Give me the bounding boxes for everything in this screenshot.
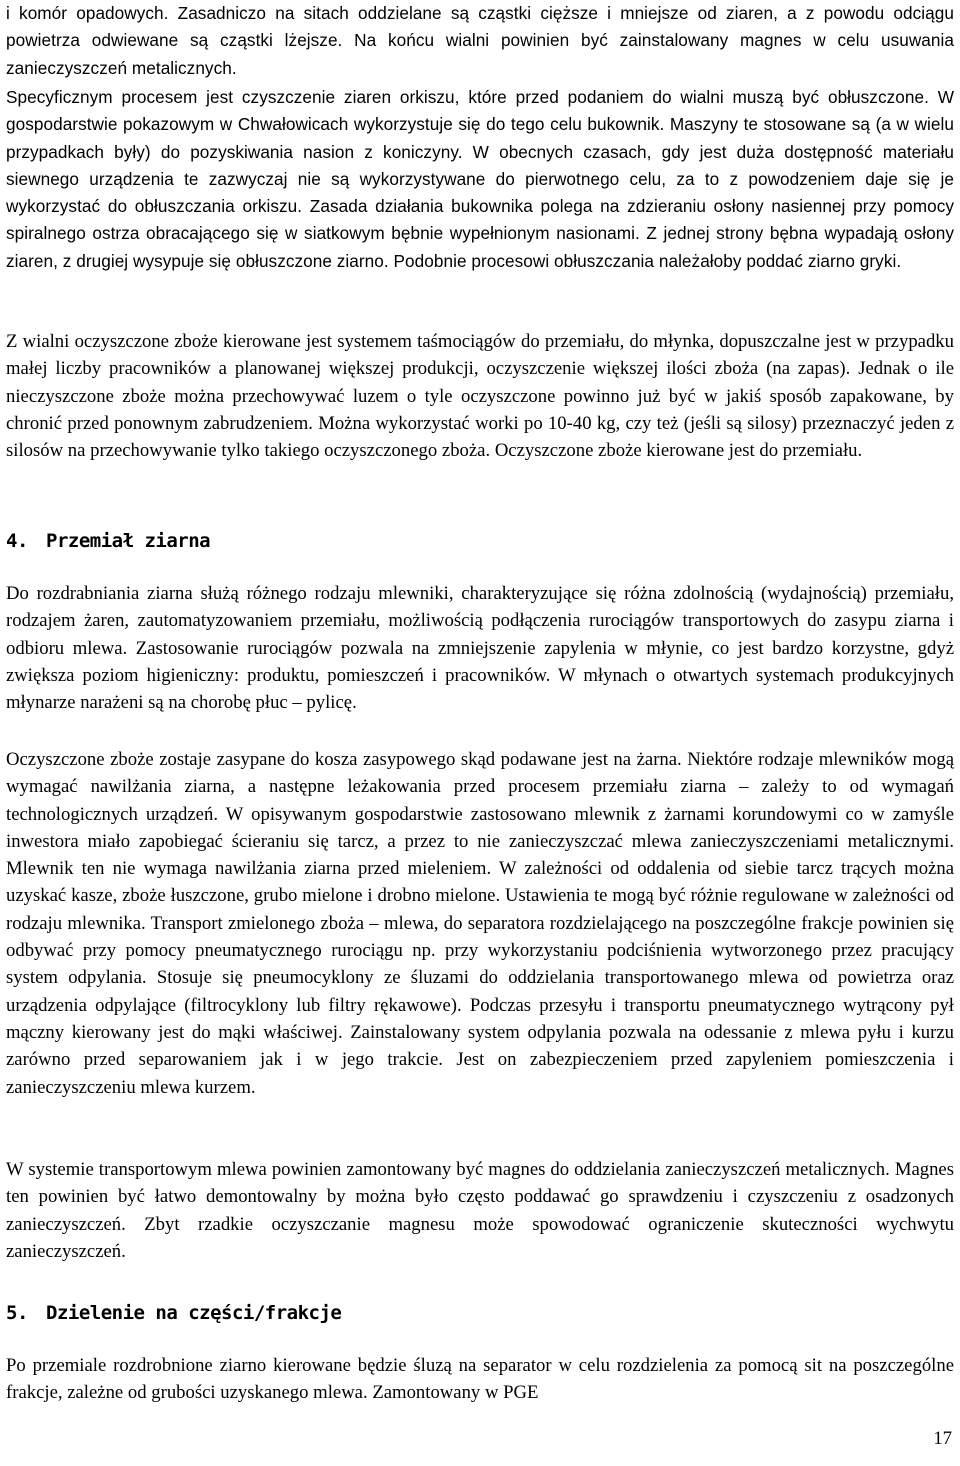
section-5-heading (6, 1300, 341, 1327)
section-4-title: Przemiał ziarna (46, 530, 211, 552)
paragraph-separator: Po przemiale rozdrobnione ziarno kierowane będzie śluzą na separator w celu rozdzielenia za pomocą sit na poszczególne frakcje, zależne od grubości uzyskanego mlewa. Zamontowany w PGE (6, 1355, 954, 1404)
paragraph-magnes: W systemie transportowym mlewa powinien zamontowany być magnes do oddzielania zanieczyszczeń metalicznych. Magnes ten powinien być łatwo demontowalny by można było często poddawać go sprawdzeniu i czyszczeniu z osadzonych zanieczyszczeń. Zbyt rzadkie oczyszczanie magnesu może spowodować ograniczenie skuteczności wychwytu zanieczyszczeń. (6, 1159, 954, 1262)
section-5-title: Dzielenie na części/frakcje (46, 1302, 342, 1324)
section-4-number: 4. (6, 530, 28, 552)
paragraph-wialnia-przemial: Z wialni oczyszczone zboże kierowane jest systemem taśmociągów do przemiału, do młynka, dopuszczalne jest w przypadku małej liczby pracowników a planowanej większej produkcji, oczyszczenie większej ilości zboża (na zapas). Jednak o ile nieczyszczone zboże można przechowywać luzem o tyle oczyszczone powinno już być w jakiś sposób zapakowane, by chronić przed ponownym zabrudzeniem. Można wykorzystać worki po 10-40 kg, czy też (jeśli są silosy) przeznaczyć jeden z silosów na przechowywanie tylko takiego oczyszczonego zboża. Oczyszczone zboże kierowane jest do przemiału. (6, 331, 954, 462)
page-number: 17 (933, 1428, 952, 1449)
section-4-heading (6, 528, 210, 555)
paragraph-comory-opadowe: i komór opadowych. Zasadniczo na sitach oddzielane są cząstki cięższe i mniejsze od ziaren, a z powodu odciągu powietrza odwiewane są cząstki lżejsze. Na końcu wialni powinien być zainstalowany magnes w celu usuwania zanieczyszczeń metalicznych. (6, 3, 954, 78)
paragraph-mlewnik: Oczyszczone zboże zostaje zasypane do kosza zasypowego skąd podawane jest na żarna. Niektóre rodzaje mlewników mogą wymagać nawilżania ziarna, a następne leżakowania przed procesem przemiału ziarna – zależy to od wymagań technologicznych urządzeń. W opisywanym gospodarstwie zastosowano mlewnik z żarnami korundowymi co w zamyśle inwestora miało zapobiegać ścieraniu się tarcz, a przez to nie zanieczyszczać mlewa zanieczyszczeniami metalicznymi. Mlewnik ten nie wymaga nawilżania ziarna przed mieleniem. W zależności od oddalenia od siebie tarcz trących można uzyskać kasze, zboże łuszczone, grubo mielone i drobno mielone. Ustawienia te mogą być różnie regulowane w zależności od rodzaju mlewnika. Transport zmielonego zboża – mlewa, do separatora rozdzielającego na poszczególne frakcje powinien się odbywać przy pomocy pneumatycznego rurociągu np. przy wykorzystaniu podciśnienia wytworzonego przez pracujący system odpylania. Stosuje się pneumocyklony ze śluzami do oddzielania transportowanego mlewa od powietrza oraz urządzenia odpylające (filtrocyklony lub filtry rękawowe). Podczas przesyłu i transportu pneumatycznego wytrącony pył mączny kierowany jest do mąki właściwej. Zainstalowany system odpylania pozwala na odessanie z mlewa pyłu i kurzu zarówno przed separowaniem jak i w jego trakcie. Jest on zabezpieczeniem przed zapyleniem pomieszczenia i zanieczyszczeniu mlewa kurzem. (6, 749, 954, 1098)
paragraph-rozdrabnianie: Do rozdrabniania ziarna służą różnego rodzaju mlewniki, charakteryzujące się różna zdolnością (wydajnością) przemiału, rodzajem żaren, zautomatyzowaniem przemiału, możliwością podłączenia rurociągów transportowych do zasypu ziarna i odbioru mlewa. Zastosowanie rurociągów pozwala na zmniejszenie zapylenia w młynie, co jest bardzo korzystne, gdyż zwiększa poziom higieniczny: produktu, pomieszczeń i pracowników. W młynach o otwartych systemach produkcyjnych młynarze narażeni są na chorobę płuc – pylicę. (6, 583, 954, 714)
section-5-number: 5. (6, 1302, 28, 1324)
paragraph-orkisz: Specyficznym procesem jest czyszczenie ziaren orkiszu, które przed podaniem do wialni muszą być obłuszczone. W gospodarstwie pokazowym w Chwałowicach wykorzystuje się do tego celu bukownik. Maszyny te stosowane są (a w wielu przypadkach były) do pozyskiwania nasion z koniczyny. W obecnych czasach, gdy jest duża dostępność materiału siewnego urządzenia te zazwyczaj nie są wykorzystywane do pierwotnego celu, za to z powodzeniem daje się je wykorzystać do obłuszczania orkiszu. Zasada działania bukownika polega na zdzieraniu osłony nasiennej przy pomocy spiralnego ostrza obracającego się w siatkowym bębnie wypełnionym nasionami. Z jednej strony bębna wypadają osłony ziaren, z drugiej wysypuje się obłuszczone ziarno. Podobnie procesowi obłuszczania należałoby poddać ziarno gryki. (6, 87, 954, 271)
